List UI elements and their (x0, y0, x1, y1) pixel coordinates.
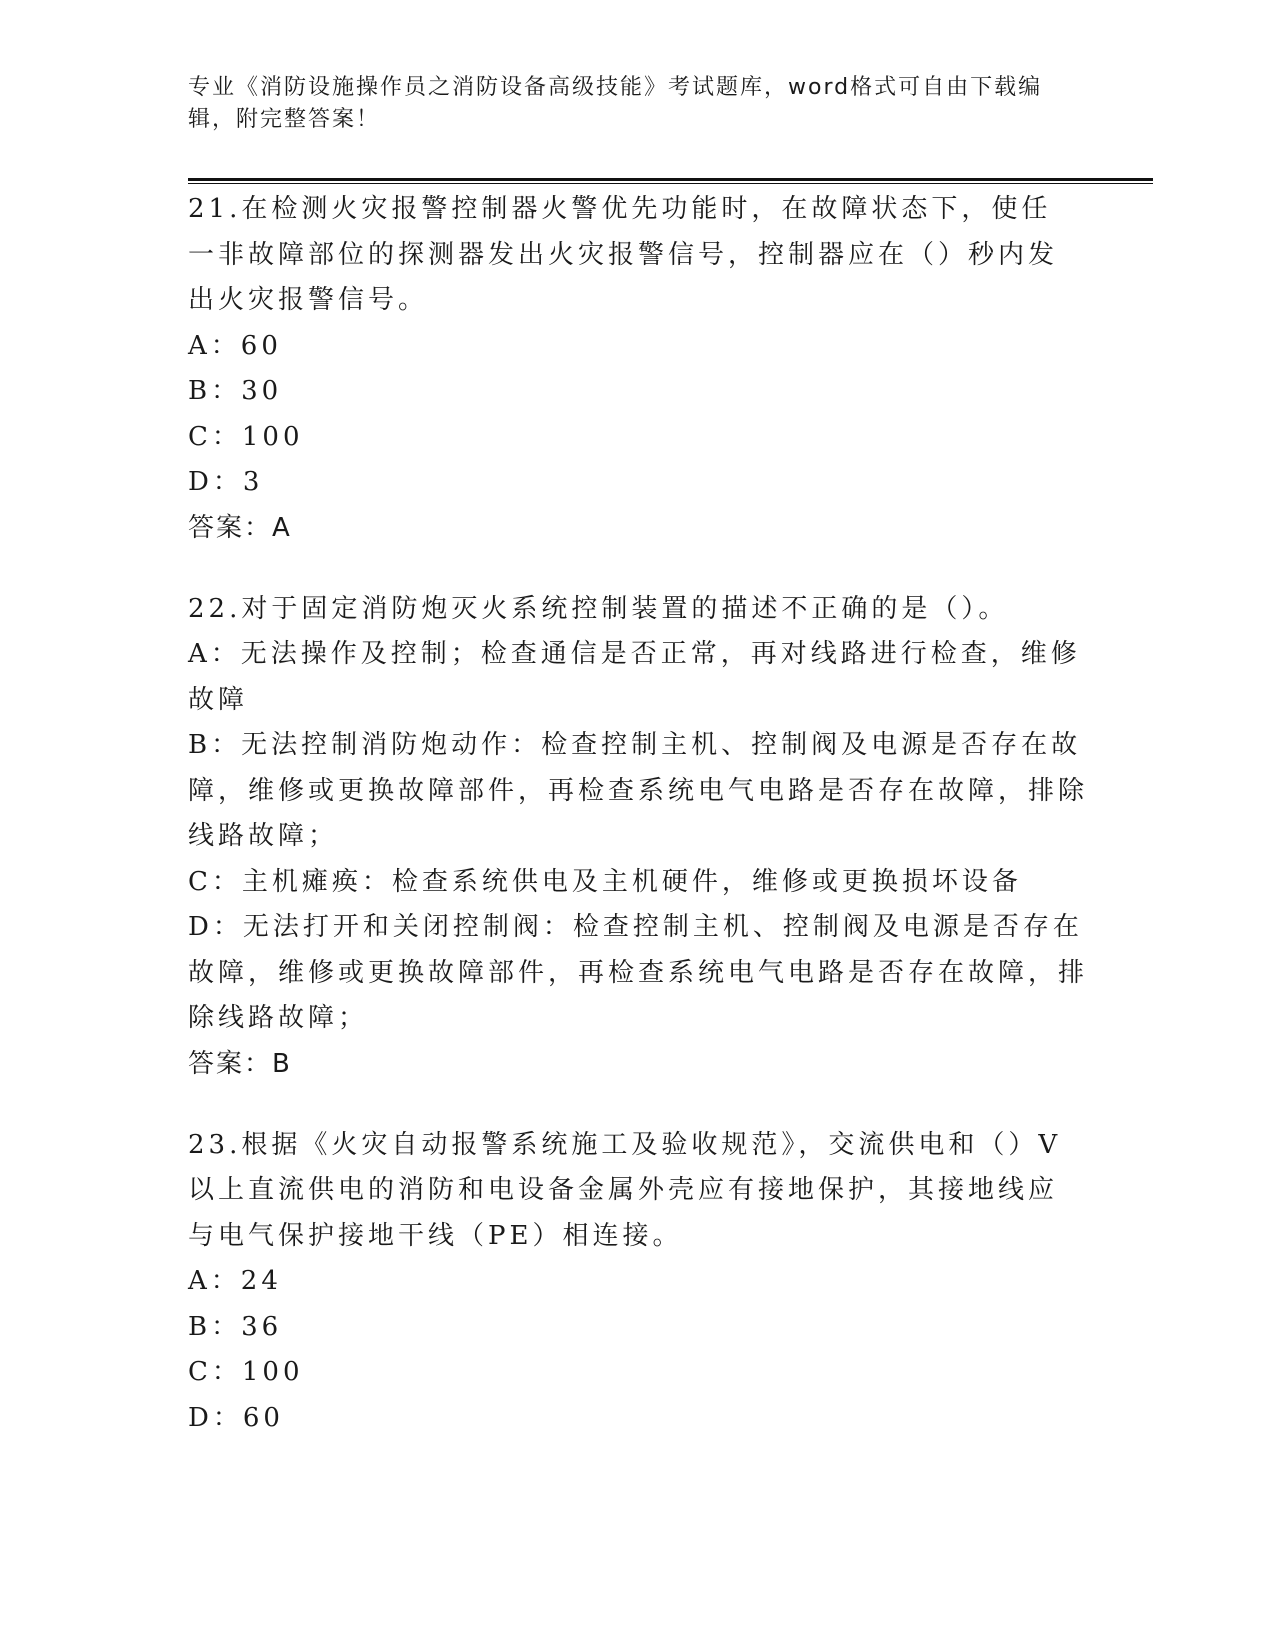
document-header: 专业《消防设施操作员之消防设备高级技能》考试题库，word格式可自由下载编辑，附完整答案！ (188, 75, 1043, 132)
option-c: C：100 (188, 421, 304, 452)
option-b: B：36 (188, 1311, 283, 1342)
header-divider-thick (188, 178, 1153, 181)
option-a: A：24 (188, 1266, 282, 1296)
option-c: C：主机瘫痪：检查系统供电及主机硬件，维修或更换损坏设备 (188, 866, 1022, 897)
option-a: A：60 (188, 330, 282, 361)
header-divider-thin (188, 183, 1153, 184)
option-c: C：100 (188, 1357, 304, 1387)
option-b: B：30 (188, 376, 283, 406)
question-23 (188, 1123, 1088, 1442)
option-d: D：无法打开和关闭控制阀：检查控制主机、控制阀及电源是否存在故障，维修或更换故障部件，再检查系统电气电路是否存在故障，排除线路故障； (188, 912, 1089, 1033)
question-22 (188, 587, 1088, 1087)
question-21 (188, 187, 1088, 551)
option-d: D：60 (188, 1402, 284, 1433)
question-text: 23.根据《火灾自动报警系统施工及验收规范》，交流供电和（）V以上直流供电的消防和电设备金属外壳应有接地保护，其接地线应与电气保护接地干线（PE）相连接。 (188, 1129, 1062, 1251)
question-text: 22.对于固定消防炮灭火系统控制装置的描述不正确的是（）。 (188, 593, 1009, 624)
option-a: A：无法操作及控制；检查通信是否正常，再对线路进行检查，维修故障 (188, 639, 1081, 715)
option-b: B：无法控制消防炮动作：检查控制主机、控制阀及电源是否存在故障，维修或更换故障部件，再检查系统电气电路是否存在故障，排除线路故障； (188, 730, 1089, 851)
question-text: 21.在检测火灾报警控制器火警优先功能时，在故障状态下，使任一非故障部位的探测器发出火灾报警信号，控制器应在（）秒内发出火灾报警信号。 (188, 194, 1059, 315)
answer-line: 答案：A (188, 512, 292, 543)
question-list (188, 187, 1088, 1477)
option-d: D：3 (188, 467, 264, 497)
answer-line: 答案：B (188, 1048, 292, 1079)
